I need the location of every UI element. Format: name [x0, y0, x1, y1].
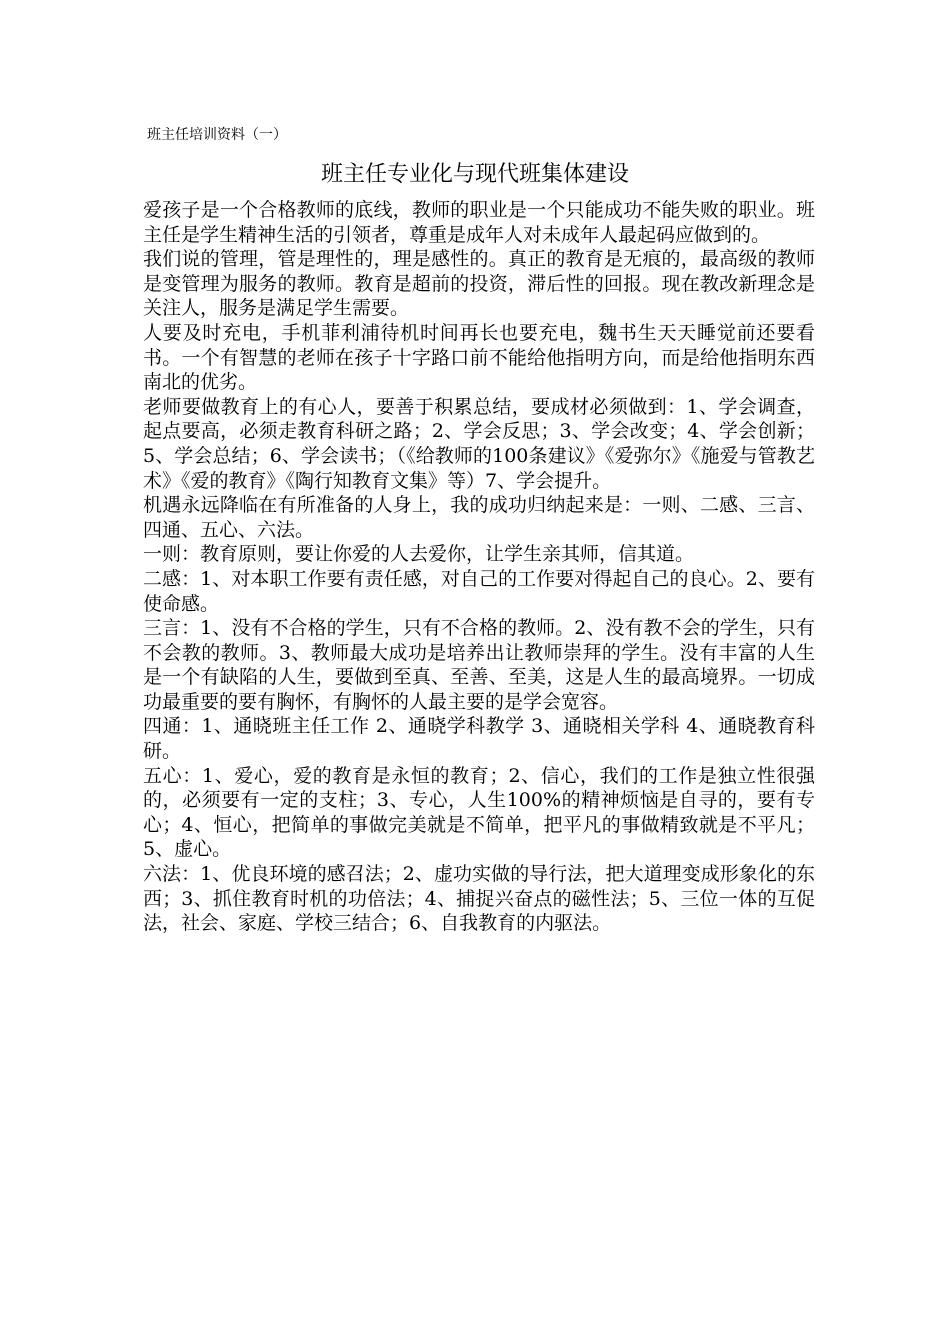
paragraph-love-children: 爱孩子是一个合格教师的底线，教师的职业是一个只能成功不能失败的职业。班主任是学生精神生活的引领者，尊重是成年人对未成年人最起码应做到的。 — [143, 199, 815, 246]
paragraph-management: 我们说的管理，管是理性的，理是感性的。真正的教育是无痕的，最高级的教师是变管理为服务的教师。教育是超前的投资，滞后性的回报。现在教改新理念是关注人，服务是满足学生需要。 — [143, 248, 815, 320]
document-header: 班主任培训资料（一） — [147, 127, 287, 143]
paragraph-recharge: 人要及时充电，手机菲利浦待机时间再长也要充电，魏书生天天睡觉前还要看书。一个有智慧的老师在孩子十字路口前不能给他指明方向，而是给他指明东西南北的优劣。 — [143, 321, 815, 394]
paragraph-opportunity: 机遇永远降临在有所准备的人身上，我的成功归纳起来是：一则、二感、三言、四通、五心、六法。 — [143, 494, 815, 541]
paragraph-attentive-teacher: 老师要做教育上的有心人，要善于积累总结，要成材必须做到：1、学会调查，起点要高，必须走教育科研之路；2、学会反思；3、学会改变；4、学会创新；5、学会总结；6、学会读书；（《给教师的100条建议》《爱弥尔》《施爱与管教艺术》《爱的教育》《陶行知教育文集》等）7、学会提升。 — [143, 395, 815, 492]
paragraph-two-senses: 二感：1、对本职工作要有责任感，对自己的工作要对得起自己的良心。2、要有使命感。 — [143, 567, 815, 615]
paragraph-five-hearts: 五心：1、爱心，爱的教育是永恒的教育；2、信心，我们的工作是独立性很强的，必须要有一定的支柱；3、专心，人生100%的精神烦恼是自寻的，要有专心；4、恒心，把简单的事做完美就是不简单，把平凡的事做精致就是不平凡； 5、虚心。 — [143, 764, 815, 861]
paragraph-one-principle: 一则：教育原则，要让你爱的人去爱你，让学生亲其师，信其道。 — [143, 543, 695, 566]
paragraph-four-masteries: 四通：1、通晓班主任工作 2、通晓学科教学 3、通晓相关学科 4、通晓教育科研。 — [143, 715, 815, 763]
document-title: 班主任专业化与现代班集体建设 — [320, 162, 629, 187]
document-body — [143, 198, 815, 936]
paragraph-six-methods: 六法：1、优良环境的感召法；2、虚功实做的导行法，把大道理变成形象化的东西；3、抓住教育时机的功倍法；4、捕捉兴奋点的磁性法；5、三位一体的互促法，社会、家庭、学校三结合；6、自我教育的内驱法。 — [143, 863, 815, 935]
paragraph-three-sayings: 三言：1、没有不合格的学生，只有不合格的教师。2、没有教不会的学生，只有不会教的教师。3、教师最大成功是培养出让教师崇拜的学生。没有丰富的人生是一个有缺陷的人生，要做到至真、至善、至美，这是人生的最高境界。一切成功最重要的要有胸怀，有胸怀的人最主要的是学会宽容。 — [143, 617, 815, 713]
